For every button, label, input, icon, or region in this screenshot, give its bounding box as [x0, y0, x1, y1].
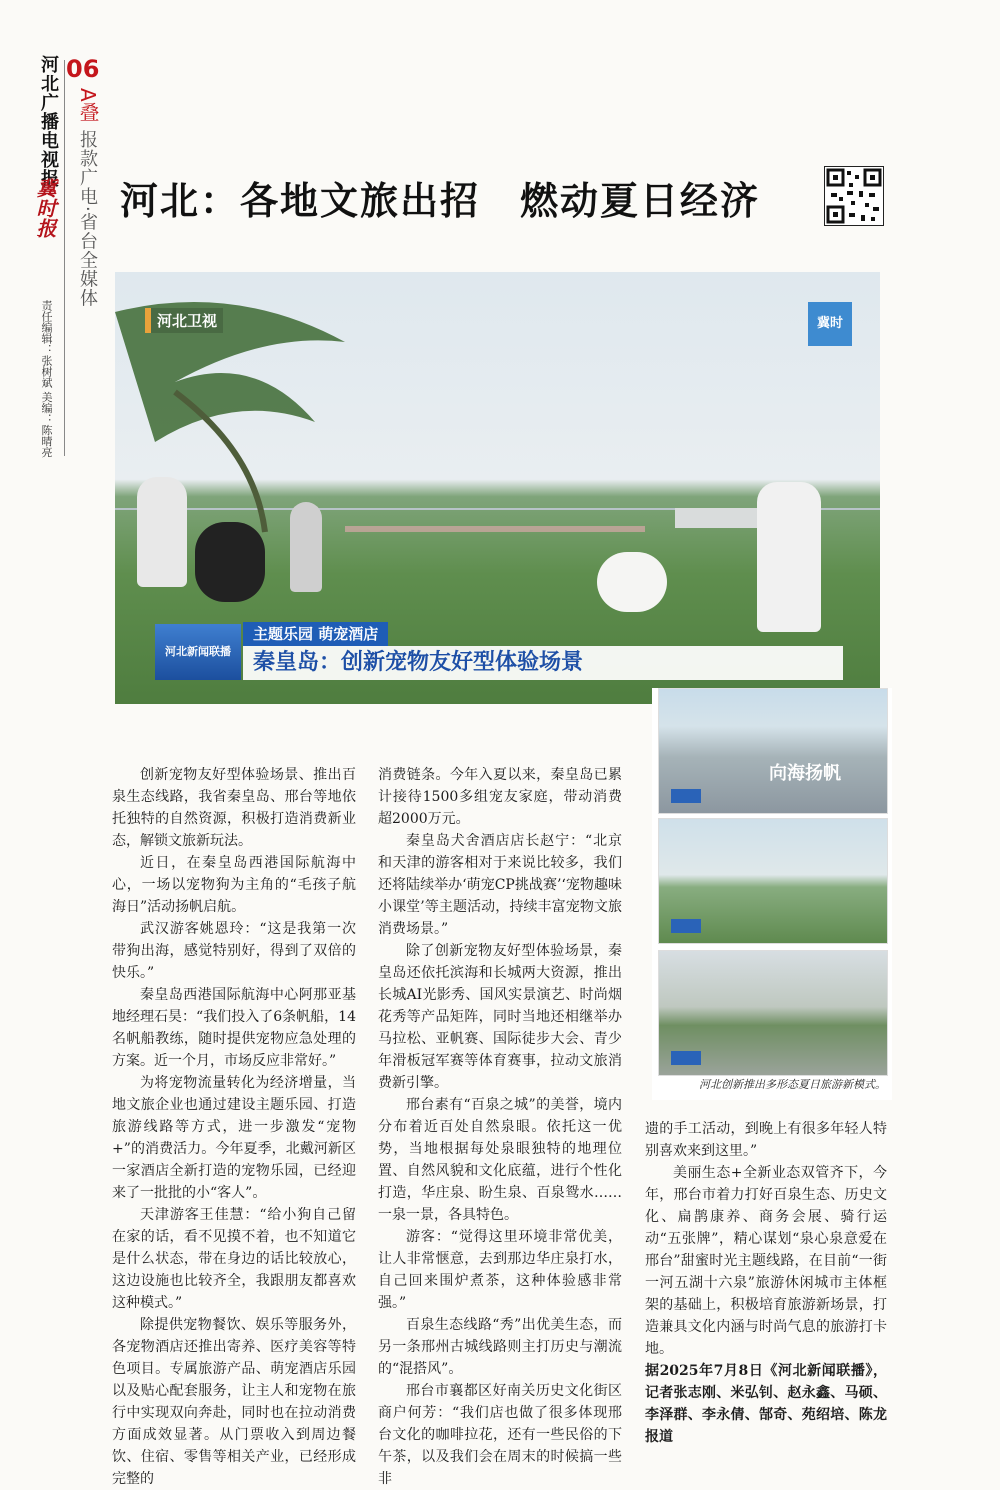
paragraph: 除提供宠物餐饮、娱乐等服务外，各宠物酒店还推出寄养、医疗美容等特色项目。专属旅游产品、萌宠酒店乐园以及贴心配套服务，让主人和宠物在旅行中实现双向奔赴，同时也在拉动消费方面成效显著。从门票收入到周边餐饮、住宿、零售等相关产业，已经形成完整的 [112, 1317, 356, 1487]
program-tag-icon [671, 1051, 701, 1065]
article-column-3 [645, 1118, 887, 1448]
dog-figure [597, 552, 667, 612]
photo-caption-subtitle: 主题乐园 萌宠酒店 [243, 622, 388, 646]
paragraph: 为将宠物流量转化为经济增量，当地文旅企业也通过建设主题乐园、打造旅游线路等方式，进一步激发“宠物+”的消费活力。今年夏季，北戴河新区一家酒店全新打造的宠物乐园，已经迎来了一批批的小“客人”。 [112, 1075, 356, 1201]
station-logo-icon: 冀时 [808, 302, 852, 346]
article-credit: 据2025年7月8日《河北新闻联播》，记者张志刚、米弘钊、赵永鑫、马硕、李泽群、李永倩、郜奇、苑绍培、陈龙报道 [645, 1363, 887, 1445]
program-tag-icon [671, 789, 701, 803]
editors-credit: 责任编辑：张树斌 美编：陈晴亮 [40, 300, 53, 458]
main-news-photo [115, 272, 880, 704]
sidebar-divider [64, 60, 65, 456]
article-column-2 [378, 764, 622, 1490]
paper-logo: 冀时报 [33, 178, 57, 238]
side-photo-marathon [658, 688, 888, 814]
visitor-figure [757, 482, 821, 632]
visitor-figure [137, 477, 187, 587]
edition-label: A叠 [76, 88, 100, 122]
page-number: 06 [66, 55, 100, 83]
visitor-figure [290, 502, 322, 592]
side-photo-pet-lawn [658, 818, 888, 944]
paragraph: 天津游客王佳慧：“给小狗自己留在家的话，看不见摸不着，也不知道它是什么状态，带在身边的话比较放心，这边设施也比较齐全，我跟朋友都喜欢这种模式。” [112, 1207, 356, 1311]
dog-figure [195, 522, 265, 602]
paragraph: 遗的手工活动，到晚上有很多年轻人特别喜欢来到这里。” [645, 1121, 887, 1159]
program-tag-icon [671, 919, 701, 933]
page-title: 河北：各地文旅出招 燃动夏日经济 [120, 178, 761, 223]
channel-badge: 河北卫视 [145, 308, 223, 333]
paragraph: 邢台市襄都区好南关历史文化街区商户何芳：“我们店也做了很多体现邢台文化的咖啡拉花，还有一些民俗的下午茶，以及我们会在周末的时候搞一些非 [378, 1383, 622, 1487]
paragraph: 美丽生态+全新业态双管齐下，今年，邢台市着力打好百泉生态、历史文化、扁鹊康养、商务会展、骑行运动“五张牌”，精心谋划“泉心泉意爱在邢台”甜蜜时光主题线路，在目前“一街一河五湖十六泉”旅游休闲城市主体框架的基础上，积极培育旅游新场景，打造兼具文化内涵与时尚气息的旅游打卡地。 [645, 1165, 887, 1357]
paragraph: 百泉生态线路“秀”出优美生态，而另一条邢州古城线路则主打历史与潮流的“混搭风”。 [378, 1317, 622, 1377]
paragraph: 秦皇岛犬舍酒店店长赵宁：“北京和天津的游客相对于来说比较多，我们还将陆续举办‘萌宠CP挑战赛’‘宠物趣味小课堂’等主题活动，持续丰富宠物文旅消费场景。” [378, 833, 622, 937]
paragraph: 消费链条。今年入夏以来，秦皇岛已累计接待1500多组宠友家庭，带动消费超2000万元。 [378, 767, 622, 827]
paragraph: 创新宠物友好型体验场景、推出百泉生态线路，我省秦皇岛、邢台等地依托独特的自然资源，积极打造消费新业态，解锁文旅新玩法。 [112, 767, 356, 849]
qr-code-icon[interactable] [824, 166, 884, 226]
photo-caption-title: 秦皇岛：创新宠物友好型体验场景 [243, 646, 843, 680]
article-column-1 [112, 764, 356, 1490]
paragraph: 除了创新宠物友好型体验场景，秦皇岛还依托滨海和长城两大资源，推出长城AI光影秀、国风实景演艺、时尚烟花秀等产品矩阵，同时当地还相继举办马拉松、亚帆赛、国际徒步大会、青少年滑板冠军赛等体育赛事，拉动文旅消费新引擎。 [378, 943, 622, 1091]
paragraph: 邢台素有“百泉之城”的美誉，境内分布着近百处自然泉眼。依托这一优势，当地根据每处泉眼独特的地理位置、自然风貌和文化底蕴，进行个性化打造，华庄泉、盼生泉、百泉鸳水……一泉一景，各具特色。 [378, 1097, 622, 1223]
paragraph: 秦皇岛西港国际航海中心阿那亚基地经理石昊：“我们投入了6条帆船，14名帆船教练，随时提供宠物应急处理的方案。近一个月，市场反应非常好。” [112, 987, 356, 1069]
photo-sign-text: 向海扬帆 [769, 763, 841, 784]
side-photo-street [658, 950, 888, 1076]
program-tag: 河北新闻联播 [155, 624, 241, 680]
paper-name: 河北广播电视报 [38, 55, 59, 188]
side-photo-caption: 河北创新推出多形态夏日旅游新模式。 [699, 1078, 886, 1091]
paragraph: 近日，在秦皇岛西港国际航海中心，一场以宠物狗为主角的“毛孩子航海日”活动扬帆启航。 [112, 855, 356, 915]
paragraph: 武汉游客姚恩玲：“这是我第一次带狗出海，感觉特别好，得到了双倍的快乐。” [112, 921, 356, 981]
paragraph: 游客：“觉得这里环境非常优美，让人非常惬意，去到那边华庄泉打水，自己回来围炉煮茶，这种体验感非常强。” [378, 1229, 622, 1311]
edition-subtitle: 报款广电·省台全媒体 [77, 130, 98, 308]
